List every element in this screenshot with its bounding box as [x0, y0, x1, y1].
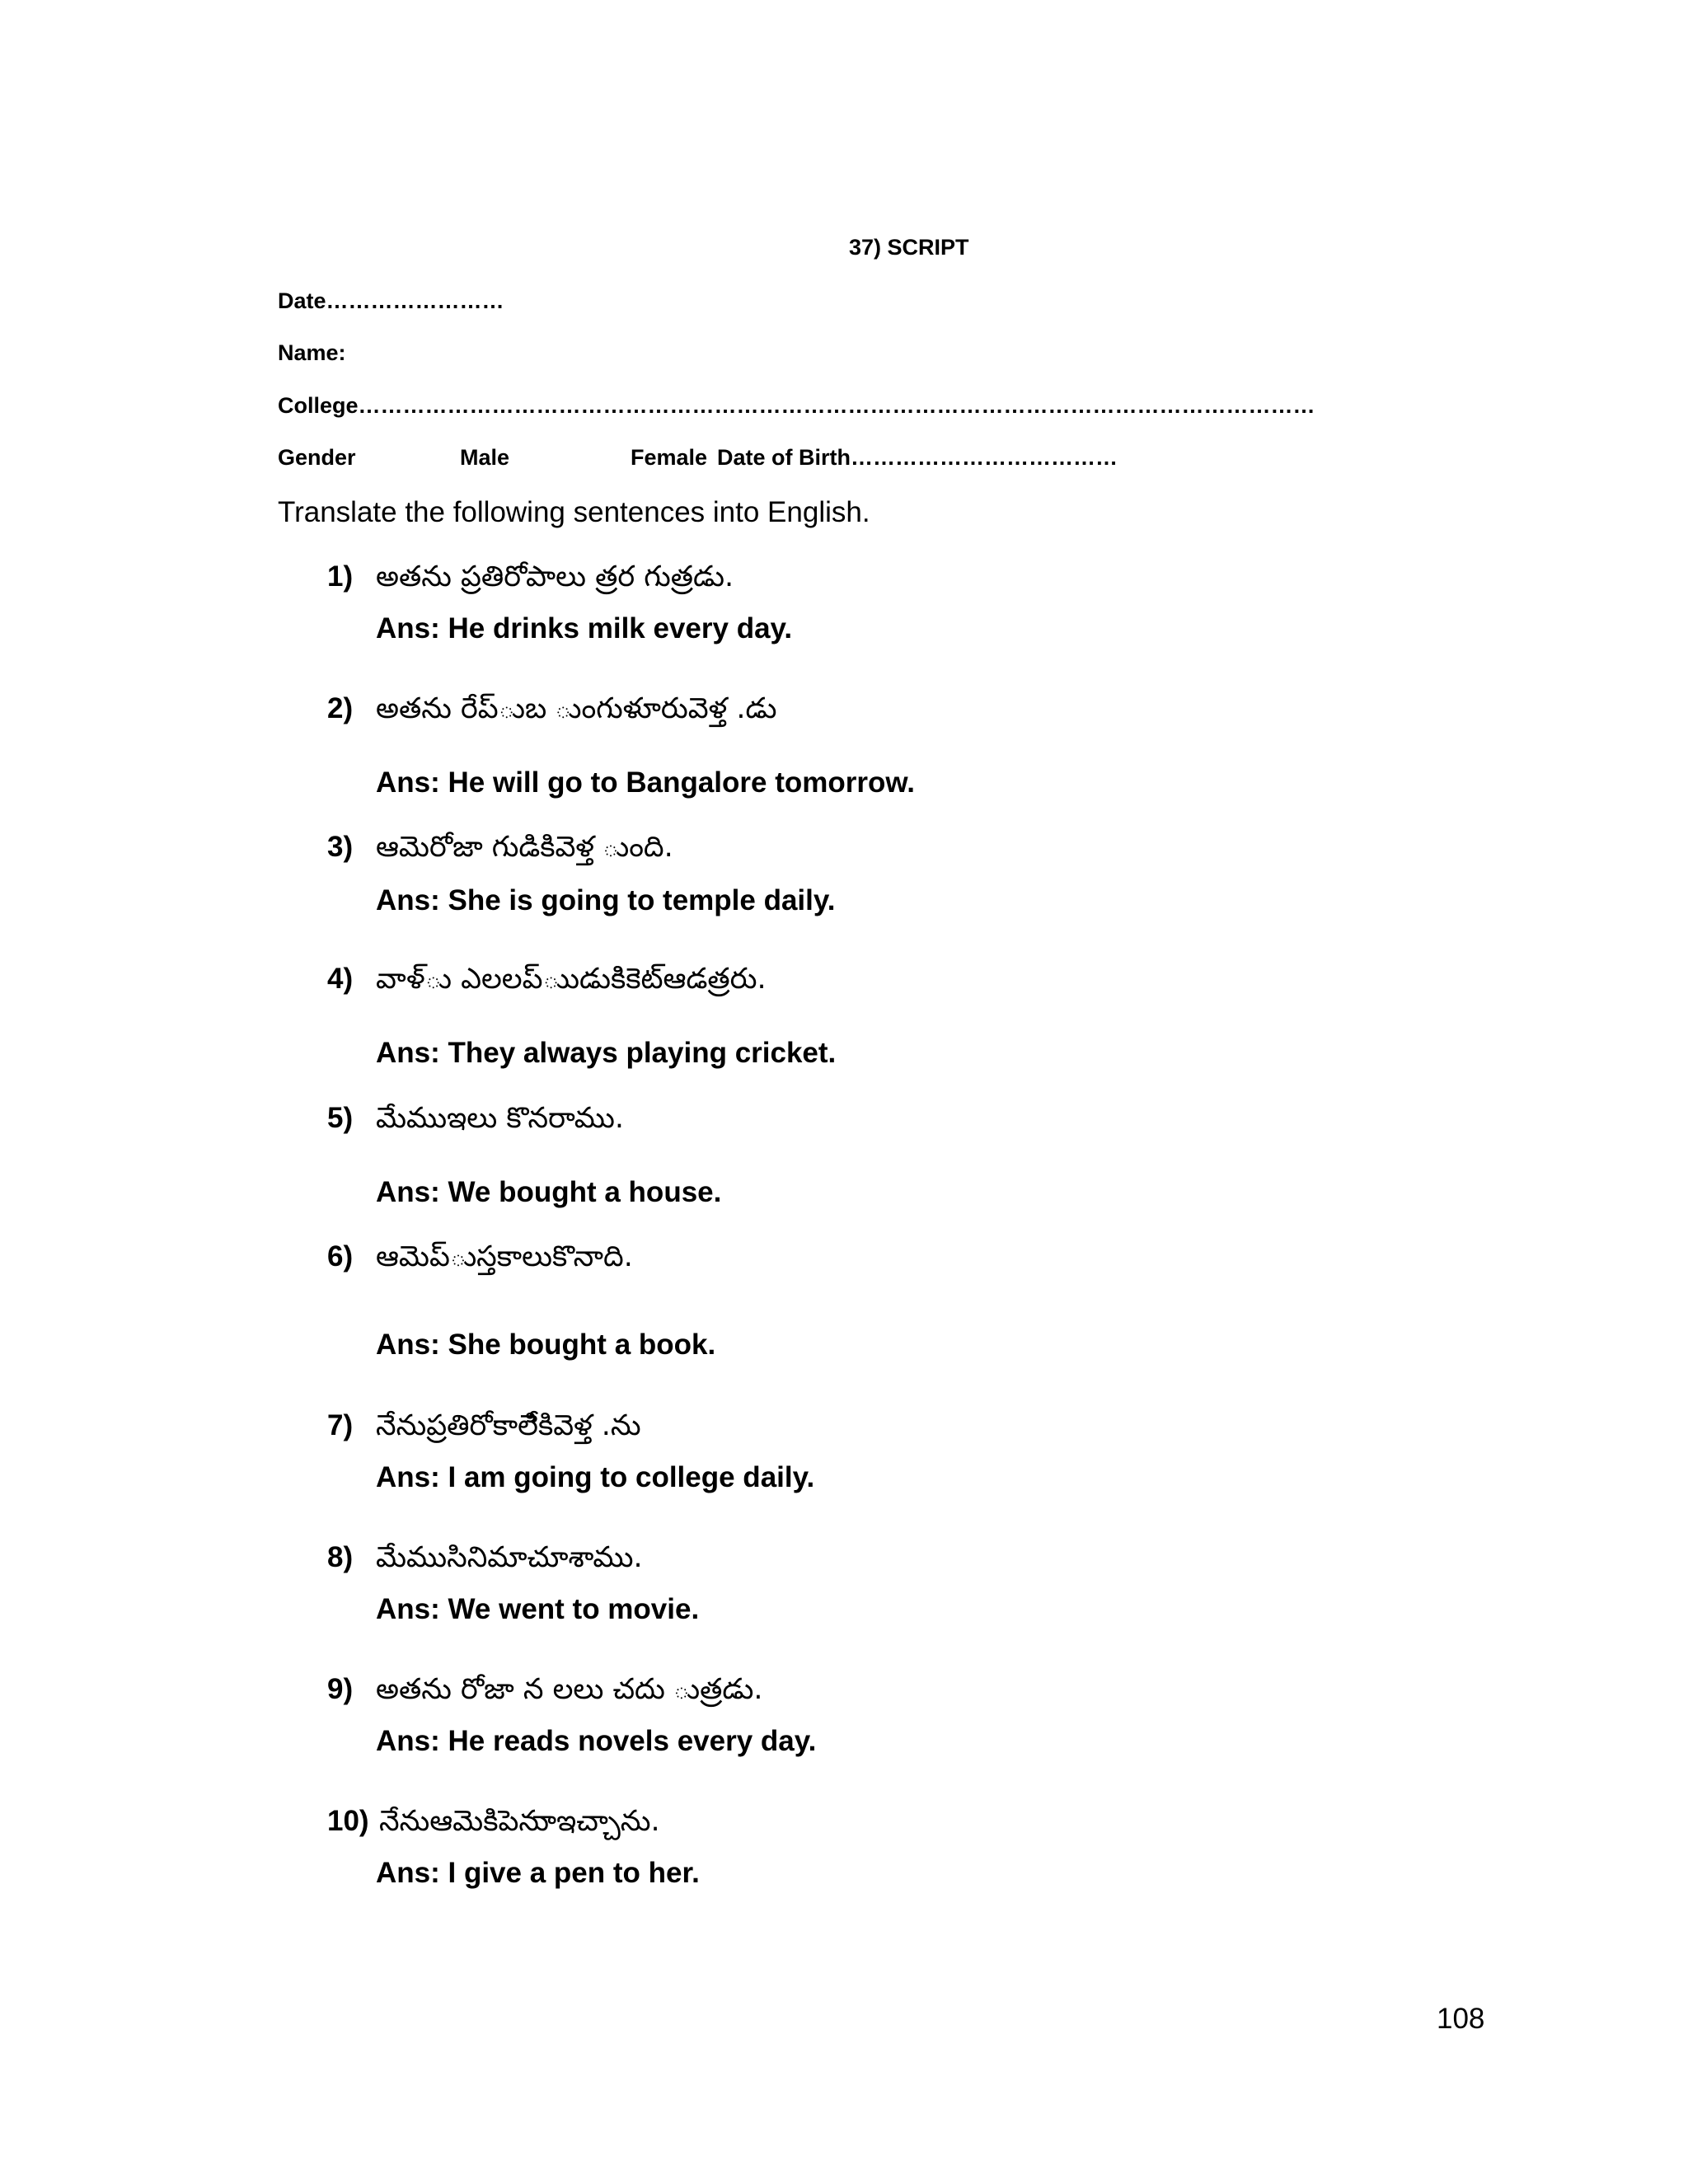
name-field-label: Name:	[278, 340, 346, 365]
item-number: 4)	[327, 963, 354, 995]
item-number: 8)	[327, 1541, 354, 1573]
page-number: 108	[1437, 2003, 1485, 2035]
item-number: 5)	[327, 1102, 354, 1134]
item-answer: Ans: She bought a book.	[376, 1329, 716, 1361]
item-answer: Ans: He drinks milk every day.	[376, 612, 793, 644]
college-field-label: College…………………………………………………………………………………………………………………	[278, 393, 1315, 418]
item-telugu-sentence: మేముసినిమాచూశాము.	[376, 1541, 643, 1574]
item-answer: Ans: They always playing cricket.	[376, 1037, 837, 1069]
item-telugu-sentence: నేనుప్రతిరోకాలేికివెళ్త .ను	[376, 1409, 641, 1442]
item-telugu-sentence: నేనుఆమెకిపెనుాఇచ్చాను.	[379, 1805, 660, 1838]
item-telugu-sentence: ఆమెరోజా గుడికివెళ్త ుంది.	[376, 831, 673, 864]
item-number: 1)	[327, 560, 354, 593]
item-number: 7)	[327, 1409, 354, 1441]
item-answer: Ans: We bought a house.	[376, 1176, 722, 1208]
male-option-label: Male	[460, 445, 510, 470]
item-number: 2)	[327, 692, 354, 724]
item-telugu-sentence: ఆమెప్ుస్తకాలుకొనాది.	[376, 1240, 633, 1273]
item-answer: Ans: We went to movie.	[376, 1593, 700, 1625]
item-answer: Ans: She is going to temple daily.	[376, 884, 836, 916]
item-telugu-sentence: అతను ప్రతిరోపాలు త్రర గుత్రడు.	[376, 560, 734, 593]
item-telugu-sentence: అతను రోజా న లలు చదు ుత్రడు.	[376, 1673, 763, 1706]
page-title: 37) SCRIPT	[849, 235, 969, 260]
item-answer: Ans: He reads novels every day.	[376, 1725, 817, 1757]
item-number: 9)	[327, 1673, 354, 1705]
gender-field-label: Gender	[278, 445, 356, 470]
item-number: 6)	[327, 1240, 354, 1272]
female-option-label: Female	[631, 445, 708, 470]
item-answer: Ans: He will go to Bangalore tomorrow.	[376, 766, 916, 799]
date-field-label: Date……………………	[278, 288, 504, 313]
instruction-text: Translate the following sentences into English.	[278, 496, 870, 528]
item-number: 10)	[327, 1805, 369, 1837]
item-number: 3)	[327, 831, 354, 863]
item-answer: Ans: I am going to college daily.	[376, 1461, 815, 1493]
item-telugu-sentence: అతను రేప్ుబ ుంగుళూరువెళ్త .డు	[376, 692, 777, 725]
item-telugu-sentence: వాళ్ు ఎలలప్ుుడుకిికెట్ఆడత్రరు.	[376, 963, 767, 996]
item-answer: Ans: I give a pen to her.	[376, 1857, 700, 1889]
item-telugu-sentence: మేముఇలు కొనరాము.	[376, 1102, 625, 1135]
dob-field-label: Date of Birth………………………………	[717, 445, 1118, 470]
